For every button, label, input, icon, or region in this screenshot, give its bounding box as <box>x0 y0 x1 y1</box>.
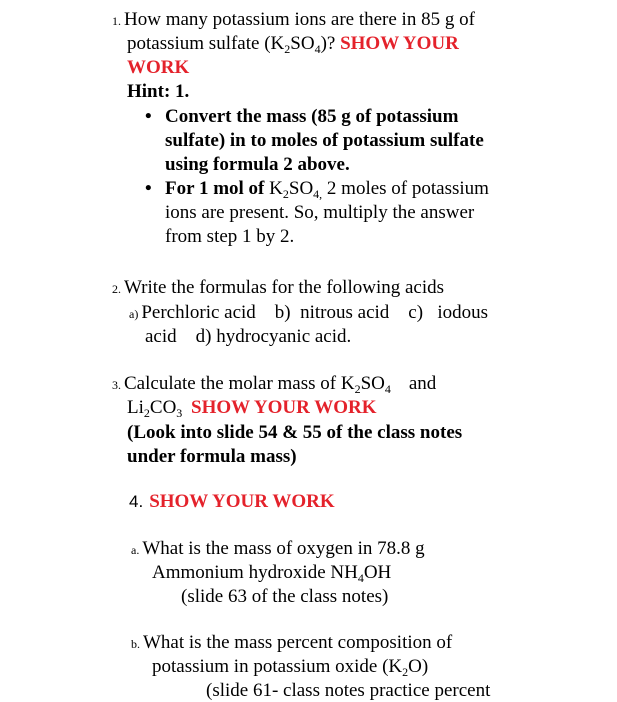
q2-line-3: acid d) hydrocyanic acid. <box>145 326 352 347</box>
q4a-text-2a: Ammonium hydroxide NH <box>152 562 358 583</box>
q3-line-1 <box>112 373 436 396</box>
q4a-label: a. <box>131 543 140 557</box>
q1-sub-2: 4 <box>314 42 321 56</box>
q3-co-sub: 3 <box>176 406 183 420</box>
q1-bullet2-sub1: 2 <box>282 187 289 201</box>
q3-and: and <box>408 373 437 394</box>
q2-line-1 <box>112 277 444 300</box>
q3-number: 3. <box>112 378 121 392</box>
q4-line-1 <box>129 491 335 513</box>
q4a-text-2b: OH <box>363 562 392 583</box>
q4b-label: b. <box>131 637 140 651</box>
q4-number: 4. <box>129 492 144 511</box>
q4a-sub: 4 <box>357 571 364 585</box>
q1-bullet2-so: SO <box>288 178 314 199</box>
q4b-line-1 <box>131 632 452 655</box>
bullet-icon: • <box>145 178 152 199</box>
q1-hint: Hint: 1. <box>127 81 190 102</box>
q1-bullet2-line1 <box>145 178 489 200</box>
q1-bullet2-sub2: 4, <box>313 187 323 201</box>
q3-co: CO <box>149 397 177 418</box>
q3-li-sub: 2 <box>143 406 150 420</box>
q4a-line-1 <box>131 538 425 561</box>
q1-text-2a: potassium sulfate (K <box>127 33 285 54</box>
q4b-text-1: What is the mass percent composition of <box>143 632 453 653</box>
q3-sub-1: 2 <box>354 382 361 396</box>
q2-text-2: Perchloric acid b) nitrous acid c) iodous <box>141 302 488 323</box>
q1-sub-1: 2 <box>284 42 291 56</box>
bullet-icon: • <box>145 106 152 127</box>
q1-bullet2-k: K <box>269 178 283 199</box>
q1-text-1: How many potassium ions are there in 85 g of <box>124 9 475 30</box>
q3-text-1: Calculate the molar mass of K <box>124 373 355 394</box>
q4-show-your-work: SHOW YOUR WORK <box>149 491 335 512</box>
q2-sub-a: a) <box>129 307 139 321</box>
q1-show-your: SHOW YOUR <box>340 33 459 54</box>
q1-bullet1-text1: Convert the mass (85 g of potassium <box>165 106 459 127</box>
q4a-line-2 <box>152 562 391 584</box>
q1-bullet1-line1 <box>145 106 458 128</box>
q1-bullet1-line2: sulfate) in to moles of potassium sulfate <box>165 130 484 151</box>
q1-line-1 <box>112 9 475 32</box>
q4a-line-3: (slide 63 of the class notes) <box>181 586 389 607</box>
q2-text-1: Write the formulas for the following acids <box>124 277 445 298</box>
q1-bullet1-line3: using formula 2 above. <box>165 154 350 175</box>
q1-text-2b: SO <box>290 33 315 54</box>
q3-li: Li <box>127 397 144 418</box>
q1-bullet2-line3: from step 1 by 2. <box>165 226 295 247</box>
q3-line-3: (Look into slide 54 & 55 of the class notes <box>127 422 463 443</box>
q3-line-2 <box>127 397 377 419</box>
q1-bullet2-rest: 2 moles of potassium <box>326 178 489 199</box>
q3-line-4: under formula mass) <box>127 446 297 467</box>
q4b-sub: 2 <box>402 665 409 679</box>
q4b-line-3: (slide 61- class notes practice percent <box>206 680 491 701</box>
q3-sub-2: 4 <box>384 382 391 396</box>
q1-line-2 <box>127 33 459 55</box>
q2-line-2 <box>129 302 488 325</box>
q3-show-your-work: SHOW YOUR WORK <box>191 397 377 418</box>
q4b-text-2a: potassium in potassium oxide (K <box>152 656 403 677</box>
q4b-text-2b: O) <box>408 656 429 677</box>
q1-bullet2-bold: For 1 mol of <box>165 178 265 199</box>
q4b-line-2 <box>152 656 428 678</box>
q3-so: SO <box>360 373 385 394</box>
q1-number: 1. <box>112 14 121 28</box>
q1-text-2c: )? <box>320 33 336 54</box>
q1-bullet2-line2: ions are present. So, multiply the answer <box>165 202 475 223</box>
q1-show-work: WORK <box>127 57 190 78</box>
q4a-text-1: What is the mass of oxygen in 78.8 g <box>142 538 425 559</box>
q2-number: 2. <box>112 282 121 296</box>
